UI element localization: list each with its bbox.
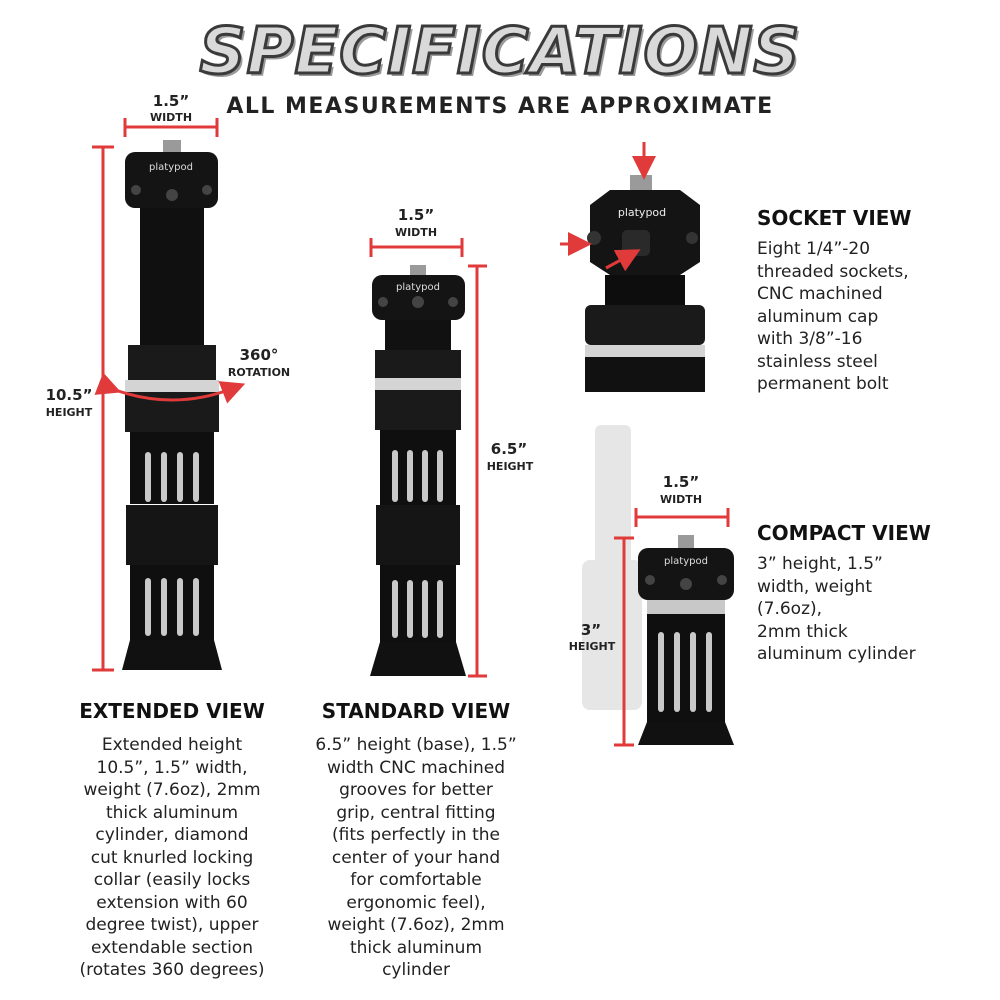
compact-width-value: 1.5” (662, 473, 700, 491)
extended-product-image (122, 140, 222, 670)
extended-view-heading: EXTENDED VIEW (79, 699, 265, 723)
compact-width-dimension (636, 508, 728, 527)
extended-width-value: 1.5” (152, 92, 190, 110)
socket-brand-mark: platypod (617, 206, 667, 219)
socket-view-heading: SOCKET VIEW (757, 206, 912, 230)
page-title: SPECIFICATIONS (199, 15, 801, 89)
standard-width-value: 1.5” (397, 206, 435, 224)
standard-height-value: 6.5” (490, 440, 528, 458)
standard-view-heading: STANDARD VIEW (321, 699, 511, 723)
rotation-label: ROTATION (227, 366, 291, 379)
standard-width-label: WIDTH (394, 226, 438, 239)
compact-brand-mark: platypod (664, 556, 708, 567)
extended-width-label: WIDTH (149, 111, 193, 124)
standard-view-description: 6.5” height (base), 1.5” width CNC machined grooves for better grip, central fitting (fits perfectly in the center of your hand for comfortable ergonomic feel), weight (7.6oz), 2mm thick aluminum cylinder (315, 735, 517, 980)
extended-view-description: Extended height 10.5”, 1.5” width, weight (7.6oz), 2mm thick aluminum cylinder, diamond cut knurled locking collar (easily locks extension with 60 degree twist), upper extendable section (rotates 360 degrees) (79, 735, 265, 980)
extended-height-label: HEIGHT (45, 406, 93, 419)
standard-height-label: HEIGHT (486, 460, 534, 473)
compact-height-label: HEIGHT (568, 640, 616, 653)
extended-brand-mark: platypod (149, 162, 193, 173)
socket-product-image (585, 175, 705, 392)
standard-product-image (370, 265, 466, 676)
page-subtitle: ALL MEASUREMENTS ARE APPROXIMATE (226, 94, 774, 119)
standard-brand-mark: platypod (396, 282, 440, 293)
compact-height-value: 3” (580, 621, 602, 639)
compact-width-label: WIDTH (659, 493, 703, 506)
extended-height-value: 10.5” (45, 386, 93, 404)
socket-view-description: Eight 1/4”-20 threaded sockets, CNC machined aluminum cap with 3/8”-16 stainless steel permanent bolt (757, 239, 909, 394)
rotation-value: 360° (239, 346, 279, 364)
standard-width-dimension (371, 238, 462, 257)
compact-ghost-image (582, 425, 642, 710)
compact-view-heading: COMPACT VIEW (757, 521, 931, 545)
compact-product-image (638, 535, 734, 745)
compact-view-description: 3” height, 1.5” width, weight (7.6oz), 2mm thick aluminum cylinder (757, 554, 916, 664)
